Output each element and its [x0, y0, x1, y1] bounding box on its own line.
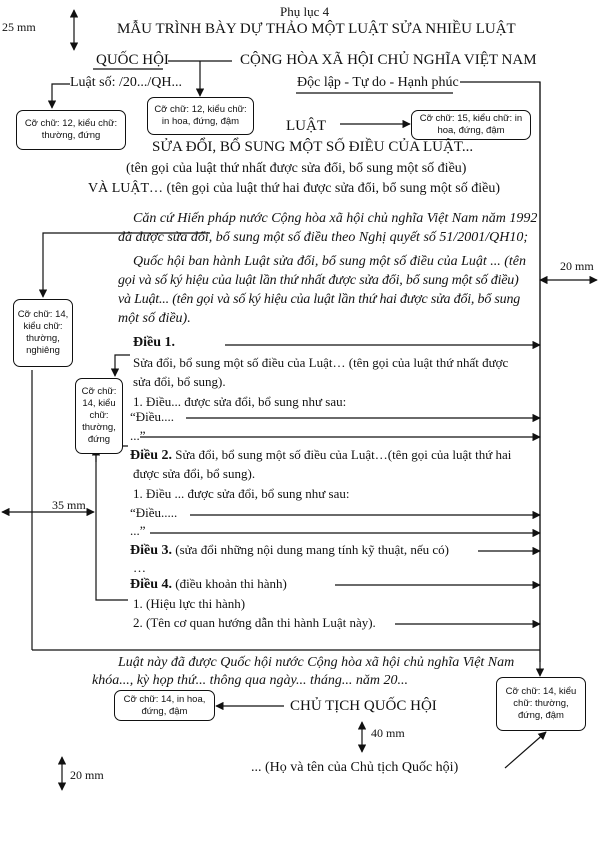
- article3-line2: …: [133, 560, 146, 575]
- article4-line2: 1. (Hiệu lực thi hành): [133, 596, 246, 611]
- top-margin-label: 25 mm: [2, 20, 36, 34]
- bottom-margin-label: 20 mm: [70, 768, 104, 782]
- article2-title: Điều 2.: [130, 448, 172, 463]
- document-title: MẪU TRÌNH BÀY DỰ THẢO MỘT LUẬT SỬA NHIỀU LUẬT: [117, 21, 516, 37]
- appendix-label: Phụ lục 4: [280, 4, 330, 19]
- article3-title: Điều 3.: [130, 543, 172, 558]
- right-margin-label: 20 mm: [560, 259, 594, 273]
- article1-line4: “Điều....: [130, 409, 175, 424]
- article2-line3: 1. Điều ... được sửa đổi, bổ sung như sau:: [133, 486, 350, 501]
- preamble-p1-line1: Căn cứ Hiến pháp nước Cộng hòa xã hội chủ nghĩa Việt Nam năm 1992: [133, 211, 538, 226]
- body-bracket-top: [115, 355, 130, 376]
- article2-line4: “Điều.....: [130, 505, 178, 520]
- doc-summary-line1: SỬA ĐỔI, BỔ SUNG MỘT SỐ ĐIỀU CỦA LUẬT...: [152, 139, 474, 155]
- article1-title: Điều 1.: [133, 335, 175, 350]
- article2-line5: ...”: [130, 523, 146, 538]
- right-margin-line: [460, 82, 540, 662]
- signer-title: CHỦ TỊCH QUỐC HỘI: [290, 698, 437, 714]
- national-motto: Độc lập - Tự do - Hạnh phúc: [297, 75, 459, 90]
- article4-line3: 2. (Tên cơ quan hướng dẫn thi hành Luật này).: [133, 615, 376, 630]
- doc-summary-line3: VÀ LUẬT… (tên gọi của luật thứ hai được sửa đổi, bổ sung một số điều): [88, 181, 500, 196]
- preamble-p2-line2: gọi và số ký hiệu của luật lần thứ nhất được sửa đổi, bổ sung một số điều): [118, 273, 519, 288]
- article4-line1: (điều khoản thi hành): [172, 576, 287, 591]
- law-number-pointer: [52, 84, 70, 108]
- note-law-number: Cỡ chữ: 12, kiểu chữ: thường, đứng: [16, 110, 126, 150]
- article2-line2: được sửa đổi, bổ sung).: [133, 466, 256, 481]
- law-number: Luật số: /20.../QH...: [70, 75, 182, 90]
- doc-summary-line2: (tên gọi của luật thứ nhất được sửa đổi, bổ sung một số điều): [126, 161, 467, 176]
- preamble-p2-line4: một số điều).: [118, 311, 191, 326]
- left-margin-label: 35 mm: [52, 498, 86, 512]
- article2-line1: Sửa đổi, bổ sung một số điều của Luật…(tên gọi của luật thứ hai: [172, 447, 512, 462]
- signature-gap-label: 40 mm: [371, 726, 405, 740]
- preamble-p2-line1: Quốc hội ban hành Luật sửa đổi, bổ sung một số điều của Luật ... (tên: [133, 254, 527, 269]
- note-signer: Cỡ chữ: 14, in hoa, đứng, đậm: [114, 690, 215, 721]
- signer-name: ... (Họ và tên của Chủ tịch Quốc hội): [251, 760, 459, 775]
- article1-line3: 1. Điều... được sửa đổi, bổ sung như sau:: [133, 394, 347, 409]
- article4-title: Điều 4.: [130, 577, 172, 592]
- issuer-name: QUỐC HỘI: [96, 52, 169, 68]
- preamble-p1-line2: đã được sửa đổi, bổ sung một số điều theo Nghị quyết số 51/2001/QH10;: [118, 230, 529, 245]
- closing-line1: Luật này đã được Quốc hội nước Cộng hòa xã hội chủ nghĩa Việt Nam: [118, 655, 515, 670]
- note-preamble: Cỡ chữ: 14, kiểu chữ: thường, nghiêng: [13, 299, 73, 367]
- closing-line2: khóa..., kỳ họp thứ... thông qua ngày... tháng... năm 20...: [92, 673, 408, 688]
- note-signer-name: Cỡ chữ: 14, kiểu chữ: thường, đứng, đậm: [496, 677, 586, 731]
- article1-line1: Sửa đổi, bổ sung một số điều của Luật… (tên gọi của luật thứ nhất được: [133, 355, 509, 370]
- body-indent-bracket: [96, 446, 128, 600]
- preamble-p2-line3: và Luật... (tên gọi và số ký hiệu của luật lần thứ hai được sửa đổi, bổ sung: [118, 292, 521, 307]
- doc-type: LUẬT: [286, 118, 326, 134]
- note-doc-type: Cỡ chữ: 15, kiểu chữ: in hoa, đứng, đậm: [411, 110, 531, 140]
- national-title: CỘNG HÒA XÃ HỘI CHỦ NGHĨA VIỆT NAM: [240, 52, 537, 68]
- note-issuer: Cỡ chữ: 12, kiểu chữ: in hoa, đứng, đậm: [147, 97, 254, 135]
- signer-name-pointer: [505, 732, 546, 768]
- article1-line2: sửa đổi, bổ sung).: [133, 374, 226, 389]
- note-body: Cỡ chữ: 14, kiểu chữ: thường, đứng: [75, 378, 123, 454]
- article3-line1: (sửa đổi những nội dung mang tính kỹ thuật, nếu có): [172, 542, 449, 557]
- article1-line5: ...”: [130, 428, 146, 443]
